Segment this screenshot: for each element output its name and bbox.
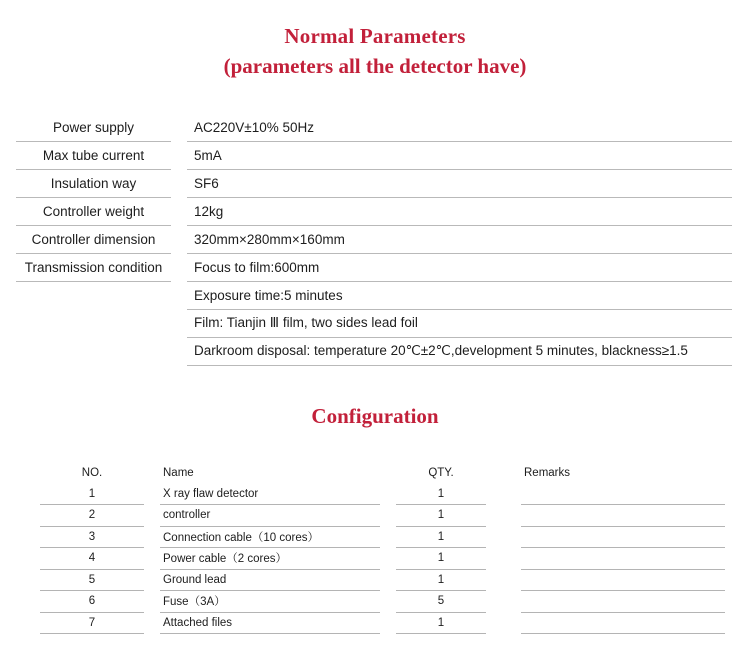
parameter-value: AC220V±10% 50Hz: [187, 114, 732, 142]
parameter-label: Transmission condition: [16, 254, 171, 282]
configuration-table: [16, 462, 732, 634]
table-row: [16, 170, 732, 198]
cell-qty: 1: [396, 505, 486, 527]
table-row: [16, 613, 732, 635]
parameter-value: 12kg: [187, 198, 732, 226]
cell-qty: 1: [396, 527, 486, 549]
cell-name: Attached files: [160, 613, 380, 635]
cell-qty: 1: [396, 613, 486, 635]
table-row: [16, 548, 732, 570]
table-row: [16, 310, 732, 338]
cell-no: 4: [40, 548, 144, 570]
parameter-value: Film: Tianjin Ⅲ film, two sides lead foil: [187, 310, 732, 338]
column-header-no: NO.: [81, 466, 103, 479]
cell-no: 2: [40, 505, 144, 527]
table-row: [16, 484, 732, 506]
cell-remarks: [521, 570, 725, 592]
cell-name: Power cable（2 cores）: [160, 548, 380, 570]
cell-remarks: [521, 505, 725, 527]
column-gap: [171, 310, 187, 338]
table-row: [16, 226, 732, 254]
column-gap: [171, 282, 187, 310]
parameter-value: Exposure time:5 minutes: [187, 282, 732, 310]
cell-name: controller: [160, 505, 380, 527]
parameter-label: [16, 310, 171, 338]
cell-remarks: [521, 527, 725, 549]
parameter-value: 320mm×280mm×160mm: [187, 226, 732, 254]
parameter-label: [16, 338, 171, 366]
parameter-label: [16, 282, 171, 310]
table-row: [16, 282, 732, 310]
cell-no: 1: [40, 484, 144, 506]
parameter-value: Focus to film:600mm: [187, 254, 732, 282]
page-title-primary: Normal Parameters: [284, 24, 466, 48]
column-gap: [171, 142, 187, 170]
column-gap: [171, 198, 187, 226]
table-row: [16, 570, 732, 592]
cell-name: Ground lead: [160, 570, 380, 592]
cell-remarks: [521, 484, 725, 506]
cell-no: 5: [40, 570, 144, 592]
cell-name: Connection cable（10 cores）: [160, 527, 380, 549]
cell-qty: 1: [396, 548, 486, 570]
table-row: [16, 254, 732, 282]
parameter-label: Controller dimension: [16, 226, 171, 254]
table-row: [16, 591, 732, 613]
cell-remarks: [521, 613, 725, 635]
parameter-value: SF6: [187, 170, 732, 198]
parameter-label: Max tube current: [16, 142, 171, 170]
configuration-title: Configuration: [311, 404, 439, 428]
column-gap: [171, 114, 187, 142]
column-gap: [171, 254, 187, 282]
parameter-value: 5mA: [187, 142, 732, 170]
normal-parameters-table: [16, 114, 732, 366]
column-gap: [171, 170, 187, 198]
column-header-remarks: Remarks: [524, 466, 571, 479]
table-row: [16, 114, 732, 142]
table-row: [16, 527, 732, 549]
cell-no: 3: [40, 527, 144, 549]
parameter-label: Insulation way: [16, 170, 171, 198]
parameter-value: Darkroom disposal: temperature 20℃±2℃,development 5 minutes, blackness≥1.5: [187, 338, 732, 366]
cell-qty: 5: [396, 591, 486, 613]
table-row: [16, 142, 732, 170]
cell-remarks: [521, 548, 725, 570]
page-title-secondary: (parameters all the detector have): [223, 54, 527, 78]
cell-remarks: [521, 591, 725, 613]
cell-name: X ray flaw detector: [160, 484, 380, 506]
column-header-qty: QTY.: [428, 466, 454, 479]
cell-name: Fuse（3A）: [160, 591, 380, 613]
column-gap: [171, 226, 187, 254]
table-row: [16, 505, 732, 527]
cell-no: 7: [40, 613, 144, 635]
cell-qty: 1: [396, 570, 486, 592]
parameter-label: Power supply: [16, 114, 171, 142]
column-gap: [171, 338, 187, 366]
column-header-name: Name: [163, 466, 194, 479]
parameter-label: Controller weight: [16, 198, 171, 226]
table-header-row: [16, 462, 732, 484]
cell-qty: 1: [396, 484, 486, 506]
table-row: [16, 338, 732, 366]
cell-no: 6: [40, 591, 144, 613]
table-row: [16, 198, 732, 226]
